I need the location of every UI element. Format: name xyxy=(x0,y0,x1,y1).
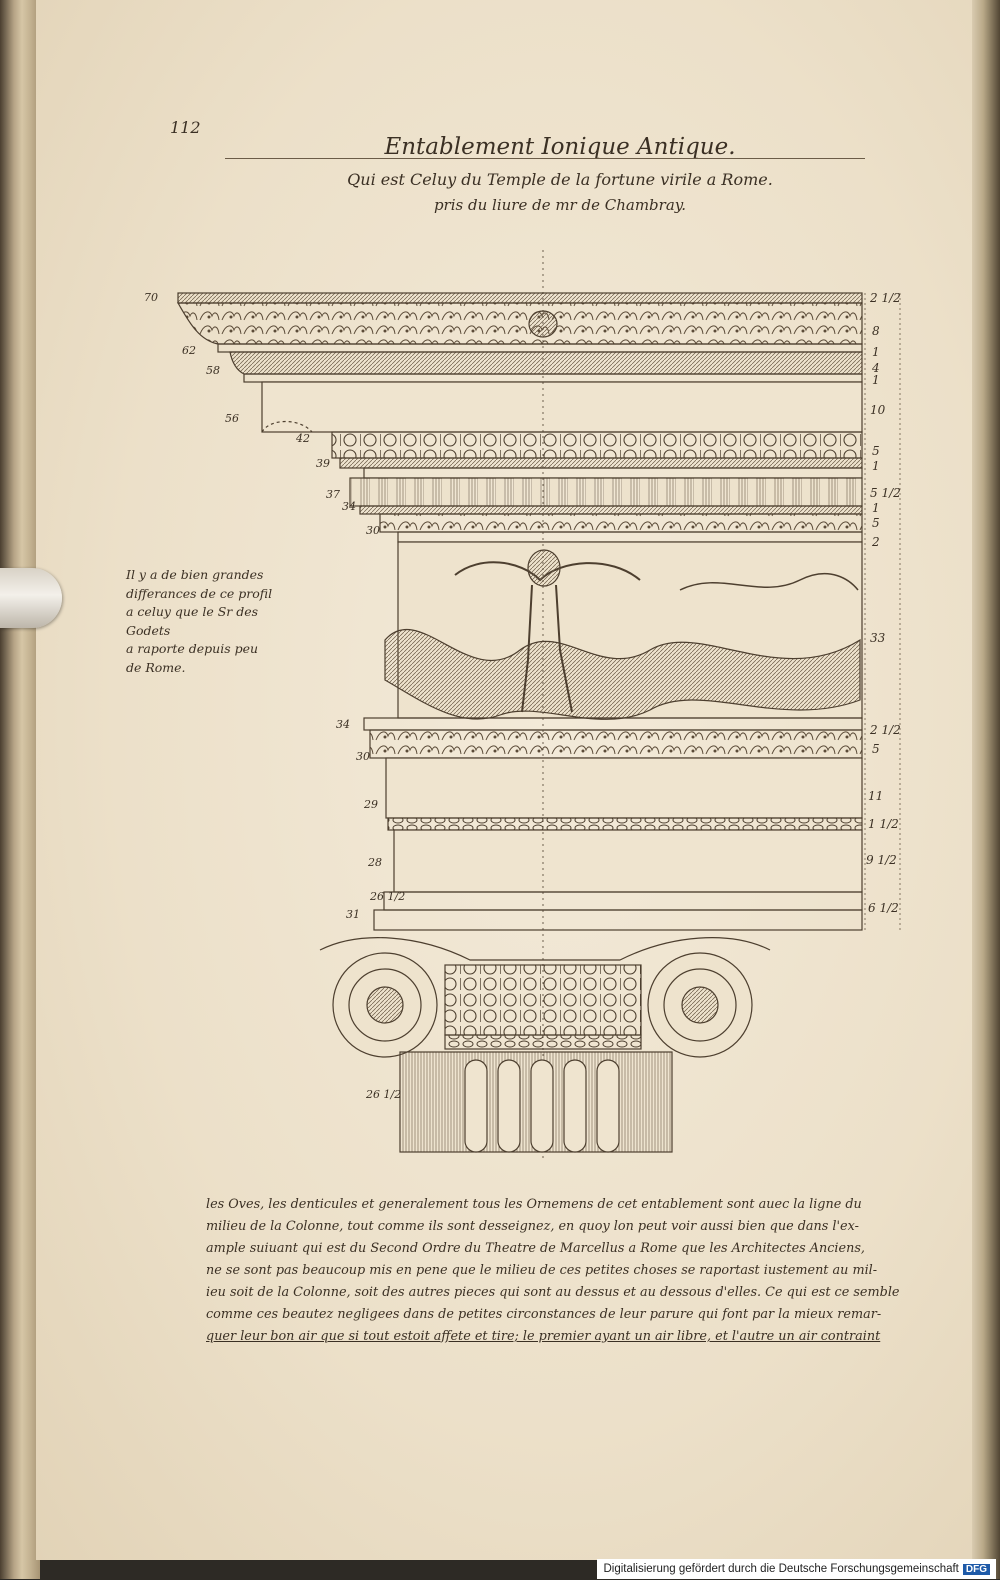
dimension-label: 5 xyxy=(872,516,880,530)
page-number: 112 xyxy=(170,118,201,137)
dimension-label: 56 xyxy=(225,412,239,425)
note-line: differances de ce profil xyxy=(126,585,273,601)
note-line: a raporte depuis peu xyxy=(126,641,259,656)
dimension-label: 31 xyxy=(346,908,360,921)
cornice xyxy=(178,293,862,532)
dimension-label: 62 xyxy=(182,344,196,357)
body-line: les Oves, les denticules et generalement tous les Ornemens de cet entablement sont auec la ligne du xyxy=(206,1197,862,1212)
dfg-logo: DFG xyxy=(963,1564,990,1575)
dimension-label: 5 1/2 xyxy=(870,486,901,500)
dimension-label: 42 xyxy=(296,432,310,445)
dimension-label: 34 xyxy=(342,500,356,513)
body-line: quer leur bon air que si tout estoit affete et tire; le premier ayant un air libre, et l'autre un air contraint xyxy=(206,1329,881,1344)
dimension-label: 8 xyxy=(872,324,880,338)
dimension-label: 10 xyxy=(870,403,886,417)
body-line: ne se sont pas beaucoup mis en pene que le milieu de ces petites choses se raportast iustement au mil- xyxy=(206,1263,878,1278)
note-line: Il y a de bien grandes xyxy=(126,567,264,582)
dimension-label: 2 1/2 xyxy=(870,291,901,305)
margin-note xyxy=(126,566,276,677)
page-title: Entablement Ionique Antique. xyxy=(384,134,736,160)
dimension-label: 1 1/2 xyxy=(868,817,899,831)
dimension-label: 26 1/2 xyxy=(366,1088,402,1101)
dimension-label: 1 xyxy=(872,459,880,473)
frieze xyxy=(364,532,862,730)
dimension-label: 2 xyxy=(872,535,880,549)
dimension-label: 30 xyxy=(366,524,380,537)
footer-text: Digitalisierung gefördert durch die Deutsche Forschungsgemeinschaft xyxy=(603,1563,959,1575)
dimension-label: 70 xyxy=(144,291,158,304)
dimension-label: 2 1/2 xyxy=(870,723,901,737)
dimension-label: 5 xyxy=(872,742,880,756)
dimension-label: 26 1/2 xyxy=(370,890,406,903)
right-dimension-labels xyxy=(866,291,901,915)
dimension-label: 37 xyxy=(326,488,340,501)
body-line: comme ces beautez negligees dans de petites circonstances de leur parure qui font par la mieux remar- xyxy=(206,1307,882,1322)
note-line: de Rome. xyxy=(126,659,186,675)
dimension-label: 30 xyxy=(356,750,370,763)
subtitle-line-2: pris du liure de mr de Chambray. xyxy=(433,196,687,214)
dimension-label: 5 xyxy=(872,444,880,458)
dimension-label: 33 xyxy=(870,631,886,645)
note-line: a celuy que le Sr des Godets xyxy=(126,604,259,638)
dimension-label: 4 xyxy=(872,361,880,375)
body-line: milieu de la Colonne, tout comme ils sont desseignez, en quoy lon peut voir aussi bien que dans l'ex- xyxy=(206,1219,859,1234)
dimension-label: 1 xyxy=(872,345,880,359)
digitization-footer xyxy=(597,1559,996,1579)
dimension-label: 58 xyxy=(206,364,220,377)
dimension-label: 34 xyxy=(336,718,350,731)
body-text xyxy=(206,1194,912,1348)
dimension-label: 28 xyxy=(368,856,382,869)
ionic-capital xyxy=(320,938,770,1152)
subtitle-line-1: Qui est Celuy du Temple de la fortune virile a Rome. xyxy=(347,170,773,189)
dimension-label: 29 xyxy=(364,798,378,811)
dimension-label: 39 xyxy=(316,457,330,470)
measure-column xyxy=(865,293,900,930)
body-line: ample suiuant qui est du Second Ordre du Theatre de Marcellus a Rome que les Architectes Anciens, xyxy=(206,1241,865,1256)
body-line: ieu soit de la Colonne, soit des autres pieces qui sont au dessus et au dessous d'elles. Ce qui est ce semble xyxy=(206,1285,900,1300)
dimension-label: 11 xyxy=(868,789,884,803)
dimension-label: 1 xyxy=(872,373,880,387)
dimension-label: 6 1/2 xyxy=(868,901,899,915)
dimension-label: 9 1/2 xyxy=(866,853,897,867)
dimension-label: 1 xyxy=(872,501,880,515)
